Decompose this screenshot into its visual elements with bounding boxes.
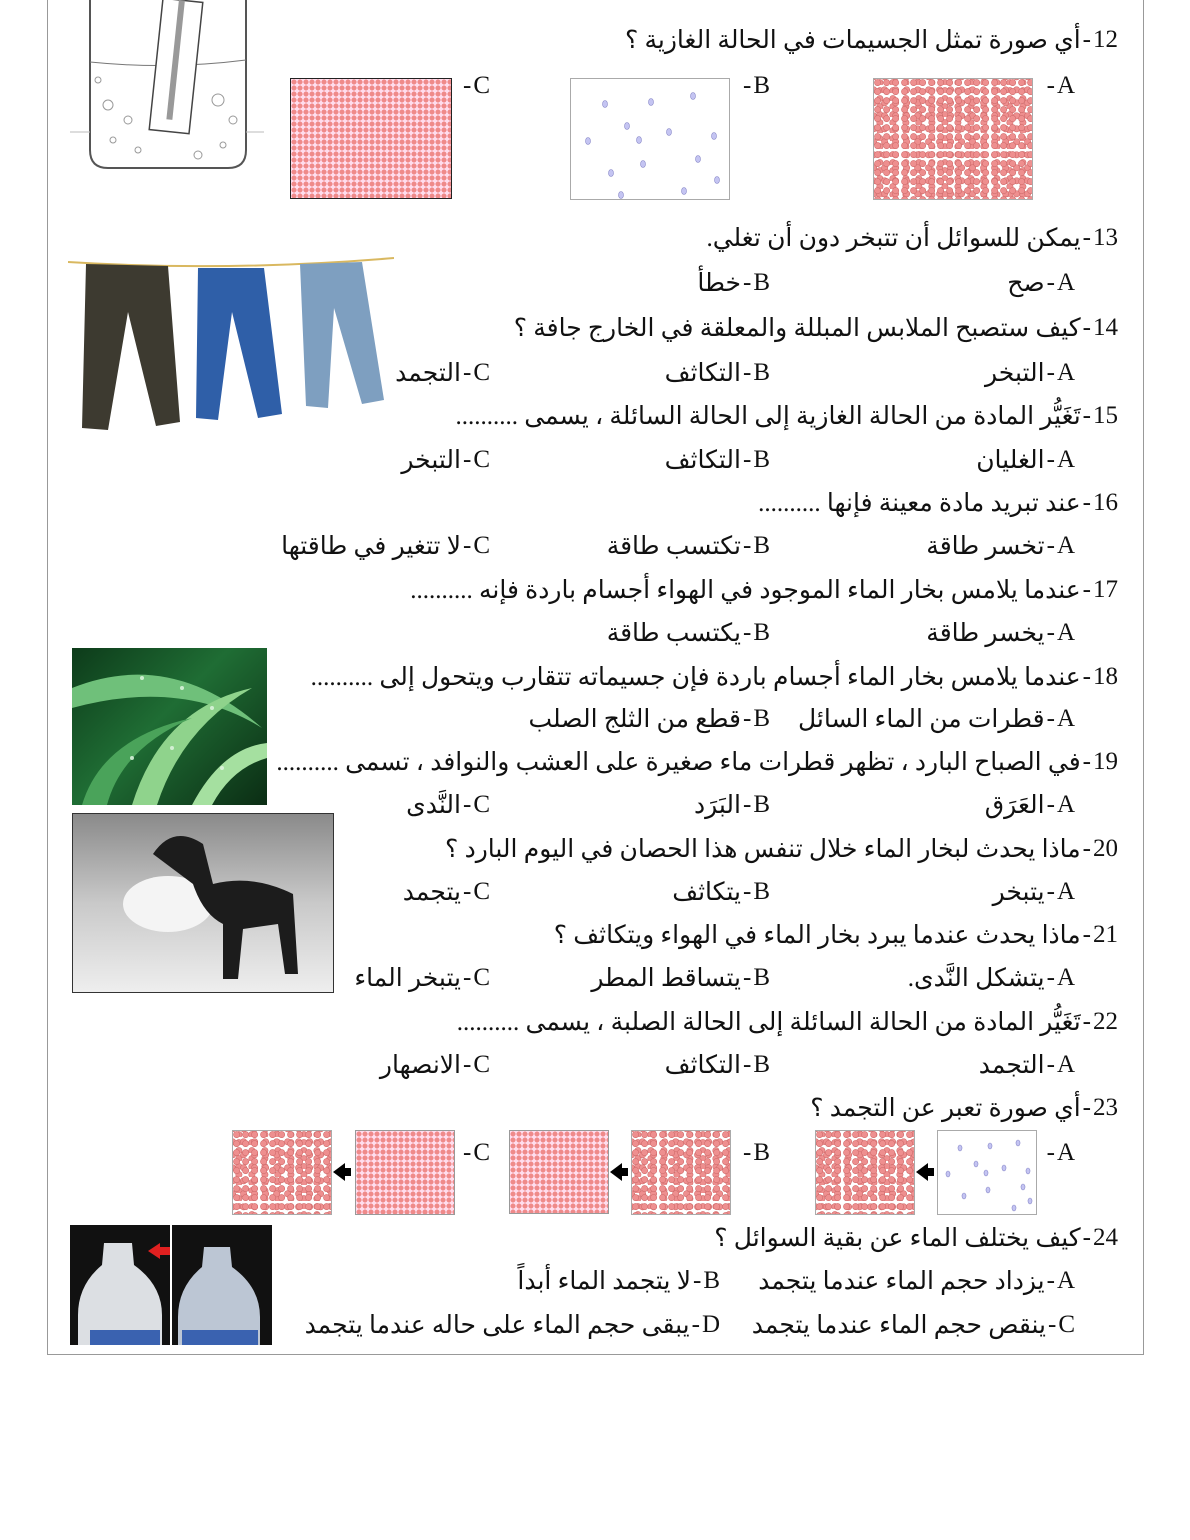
- dash: -: [742, 1139, 752, 1166]
- q23-option-b[interactable]: [741, 1137, 770, 1169]
- dash: -: [462, 1139, 472, 1166]
- option-letter: D: [701, 1311, 720, 1338]
- option-letter: A: [1056, 791, 1075, 818]
- option-text: تخسر طاقة: [926, 533, 1045, 560]
- dash: -: [1046, 1139, 1055, 1166]
- q14-option-a[interactable]: [985, 357, 1075, 389]
- question-13: [706, 222, 1118, 254]
- option-text: ينقص حجم الماء عندما يتجمد: [751, 1312, 1046, 1339]
- option-text: يتجمد: [402, 879, 461, 906]
- dash: -: [742, 446, 752, 473]
- option-text: يتبخر: [992, 879, 1045, 906]
- option-letter: B: [753, 1051, 770, 1078]
- option-text: صح: [1007, 270, 1045, 297]
- option-letter: A: [1056, 705, 1075, 732]
- option-letter: B: [753, 446, 770, 473]
- option-letter: B: [753, 72, 770, 99]
- question-number: 18: [1093, 663, 1118, 690]
- option-text: التجمد: [395, 360, 461, 387]
- dash: -: [1082, 576, 1091, 603]
- question-text: عند تبريد مادة معينة فإنها ..........: [758, 490, 1081, 517]
- dash: -: [1046, 619, 1055, 646]
- option-letter: B: [753, 791, 770, 818]
- dash: -: [742, 72, 752, 99]
- q24-option-d[interactable]: [305, 1309, 720, 1341]
- dash: -: [742, 705, 752, 732]
- question-15: [456, 400, 1118, 432]
- option-text: يزداد حجم الماء عندما يتجمد: [758, 1268, 1045, 1295]
- question-number: 22: [1093, 1008, 1118, 1035]
- question-text: تَغَيُّر المادة من الحالة السائلة إلى الحالة الصلبة ، يسمى ..........: [456, 1009, 1081, 1036]
- question-number: 16: [1093, 489, 1118, 516]
- dash: -: [1082, 489, 1091, 516]
- q18-option-a[interactable]: [798, 703, 1075, 735]
- q15-option-b[interactable]: [665, 444, 770, 476]
- option-letter: C: [473, 72, 490, 99]
- q14-option-c[interactable]: [395, 357, 490, 389]
- dash: -: [462, 791, 472, 818]
- q23-option-c-solid-particles[interactable]: [355, 1130, 455, 1215]
- question-17: [410, 574, 1118, 606]
- option-text: قطع من الثلج الصلب: [528, 706, 741, 733]
- dash: -: [1082, 748, 1091, 775]
- q24-option-a[interactable]: [758, 1265, 1075, 1297]
- option-letter: C: [473, 1139, 490, 1166]
- option-text: لا تتغير في طاقتها: [281, 533, 461, 560]
- option-text: التبخر: [985, 360, 1045, 387]
- arrow-left-icon: [333, 1163, 345, 1181]
- q12-option-b-gas-particles[interactable]: [570, 78, 730, 200]
- option-letter: A: [1056, 964, 1075, 991]
- dash: -: [742, 878, 752, 905]
- question-text: ماذا يحدث لبخار الماء خلال تنفس هذا الحصان في اليوم البارد ؟: [445, 836, 1081, 863]
- option-text: يبقى حجم الماء على حاله عندما يتجمد: [304, 1312, 690, 1339]
- dash: -: [1046, 532, 1055, 559]
- dash: -: [1046, 878, 1055, 905]
- question-21: [554, 919, 1118, 951]
- dash: -: [1047, 1311, 1057, 1338]
- dash: -: [742, 532, 752, 559]
- option-text: يتساقط المطر: [591, 965, 741, 992]
- q16-option-b[interactable]: [607, 530, 770, 562]
- option-letter: C: [473, 964, 490, 991]
- q23-option-b-liquid-particles[interactable]: [631, 1130, 731, 1215]
- option-letter: C: [473, 359, 490, 386]
- option-letter: C: [473, 446, 490, 473]
- q14-option-b[interactable]: [665, 357, 770, 389]
- q22-option-c[interactable]: [380, 1049, 490, 1081]
- option-text: التجمد: [978, 1052, 1045, 1079]
- dash: -: [1082, 26, 1091, 53]
- dash: -: [1082, 921, 1091, 948]
- option-text: الانصهار: [379, 1052, 461, 1079]
- question-number: 24: [1093, 1224, 1118, 1251]
- q23-option-a-gas-particles[interactable]: [937, 1130, 1037, 1215]
- arrow-left-icon: [610, 1163, 622, 1181]
- q19-option-c[interactable]: [406, 789, 490, 821]
- q12-option-c-solid-particles[interactable]: [290, 78, 452, 199]
- dew-grass-image: [72, 648, 267, 805]
- question-20: [445, 833, 1118, 865]
- q19-option-b[interactable]: [694, 789, 770, 821]
- q20-option-c[interactable]: [403, 876, 490, 908]
- option-text: تكتسب طاقة: [606, 533, 741, 560]
- question-18: [311, 661, 1118, 693]
- option-letter: C: [473, 1051, 490, 1078]
- dash: -: [462, 446, 472, 473]
- option-letter: A: [1056, 1139, 1075, 1166]
- q12-option-b[interactable]: [741, 70, 770, 102]
- q17-option-a[interactable]: [926, 617, 1075, 649]
- option-letter: A: [1056, 878, 1075, 905]
- question-14: [514, 312, 1118, 344]
- question-number: 15: [1093, 402, 1118, 429]
- q20-option-a[interactable]: [993, 876, 1075, 908]
- dash: -: [1046, 269, 1055, 296]
- water-bottles-image: [70, 1225, 272, 1345]
- dash: -: [692, 1267, 702, 1294]
- option-text: يكتسب طاقة: [606, 620, 741, 647]
- dash: -: [1046, 1051, 1055, 1078]
- dash: -: [1046, 705, 1055, 732]
- option-text: يتكاثف: [672, 879, 741, 906]
- horse-breath-image: [72, 813, 334, 993]
- dash: -: [691, 1311, 700, 1338]
- question-number: 23: [1093, 1094, 1118, 1121]
- q24-option-c[interactable]: [752, 1309, 1075, 1341]
- option-letter: A: [1056, 532, 1075, 559]
- q22-option-a[interactable]: [979, 1049, 1075, 1081]
- dash: -: [1082, 1008, 1091, 1035]
- option-letter: C: [473, 532, 490, 559]
- option-text: قطرات من الماء السائل: [797, 706, 1045, 733]
- option-letter: C: [473, 878, 490, 905]
- option-text: يخسر طاقة: [926, 620, 1045, 647]
- dash: -: [1046, 964, 1055, 991]
- dash: -: [1046, 359, 1055, 386]
- question-23: [810, 1092, 1118, 1124]
- dash: -: [1046, 72, 1055, 99]
- option-letter: A: [1056, 1051, 1075, 1078]
- dash: -: [1046, 791, 1055, 818]
- question-number: 17: [1093, 576, 1118, 603]
- question-24: [714, 1222, 1118, 1254]
- dash: -: [1046, 446, 1055, 473]
- dash: -: [462, 878, 472, 905]
- option-letter: A: [1056, 359, 1075, 386]
- dash: -: [1082, 835, 1091, 862]
- option-letter: C: [473, 791, 490, 818]
- question-text: تَغَيُّر المادة من الحالة الغازية إلى الحالة السائلة ، يسمى ..........: [455, 403, 1081, 430]
- question-text: في الصباح البارد ، تظهر قطرات ماء صغيرة على العشب والنوافد ، تسمى ..........: [276, 749, 1081, 776]
- q12-option-a-liquid-particles[interactable]: [873, 78, 1033, 200]
- q24-option-b[interactable]: [517, 1265, 720, 1297]
- question-number: 12: [1093, 26, 1118, 53]
- option-text: التكاثف: [664, 360, 741, 387]
- q21-option-b[interactable]: [591, 962, 770, 994]
- arrow-left-icon: [916, 1163, 928, 1181]
- q12-option-c[interactable]: [461, 70, 490, 102]
- gas-dots: [571, 79, 729, 199]
- option-text: التكاثف: [664, 1052, 741, 1079]
- dash: -: [742, 269, 752, 296]
- option-letter: A: [1056, 446, 1075, 473]
- option-text: التبخر: [401, 447, 461, 474]
- question-number: 19: [1093, 748, 1118, 775]
- dash: -: [742, 619, 752, 646]
- option-text: البَرَد: [693, 792, 741, 819]
- question-text: ماذا يحدث عندما يبرد بخار الماء في الهواء ويتكاثف ؟: [553, 922, 1081, 949]
- dash: -: [1082, 1224, 1091, 1251]
- question-number: 20: [1093, 835, 1118, 862]
- dash: -: [462, 532, 472, 559]
- option-text: خطأ: [697, 270, 741, 297]
- dash: -: [462, 964, 472, 991]
- option-text: الغليان: [976, 447, 1045, 474]
- option-text: النَّدى: [406, 792, 461, 819]
- question-number: 14: [1093, 314, 1118, 341]
- dash: -: [462, 359, 472, 386]
- question-text: يمكن للسوائل أن تتبخر دون أن تغلي.: [706, 225, 1081, 252]
- dash: -: [742, 1051, 752, 1078]
- option-text: يتبخر الماء: [354, 965, 461, 992]
- option-letter: A: [1056, 72, 1075, 99]
- question-19: [276, 746, 1118, 778]
- question-number: 13: [1093, 224, 1118, 251]
- dash: -: [742, 359, 752, 386]
- q18-option-b[interactable]: [528, 703, 770, 735]
- q22-option-b[interactable]: [665, 1049, 770, 1081]
- dash: -: [1082, 402, 1091, 429]
- dash: -: [1082, 314, 1091, 341]
- question-text: عندما يلامس بخار الماء الموجود في الهواء أجسام باردة فإنه ..........: [410, 577, 1081, 604]
- q19-option-a[interactable]: [985, 789, 1075, 821]
- option-letter: B: [753, 359, 770, 386]
- option-letter: B: [753, 532, 770, 559]
- q15-option-c[interactable]: [401, 444, 490, 476]
- q21-option-a[interactable]: [908, 962, 1075, 994]
- q23-option-c[interactable]: [461, 1137, 490, 1169]
- option-text: التكاثف: [664, 447, 741, 474]
- question-text: عندما يلامس بخار الماء أجسام باردة فإن جسيماته تتقارب ويتحول إلى ..........: [310, 664, 1081, 691]
- q12-option-a[interactable]: [1045, 70, 1075, 102]
- q16-option-a[interactable]: [926, 530, 1075, 562]
- option-letter: B: [703, 1267, 720, 1294]
- q20-option-b[interactable]: [672, 876, 770, 908]
- option-letter: C: [1058, 1311, 1075, 1338]
- q15-option-a[interactable]: [976, 444, 1075, 476]
- option-letter: B: [753, 964, 770, 991]
- question-text: أي صورة تعبر عن التجمد ؟: [810, 1095, 1081, 1122]
- q23-option-c-liquid-particles[interactable]: [232, 1130, 332, 1215]
- q16-option-c[interactable]: [281, 530, 490, 562]
- dash: -: [1082, 224, 1091, 251]
- dash: -: [1082, 663, 1091, 690]
- dash: -: [742, 791, 752, 818]
- question-12: [625, 24, 1118, 56]
- q21-option-c[interactable]: [354, 962, 490, 994]
- option-letter: B: [753, 1139, 770, 1166]
- beaker-thermometer-image: [68, 0, 264, 172]
- option-letter: B: [753, 269, 770, 296]
- option-letter: A: [1056, 1267, 1075, 1294]
- question-22: [457, 1006, 1118, 1038]
- q13-option-b[interactable]: [697, 267, 770, 299]
- question-16: [758, 487, 1118, 519]
- option-letter: A: [1056, 269, 1075, 296]
- option-letter: A: [1056, 619, 1075, 646]
- question-number: 21: [1093, 921, 1118, 948]
- q23-option-a-liquid-particles[interactable]: [815, 1130, 915, 1215]
- q23-option-b-solid-particles[interactable]: [509, 1130, 609, 1214]
- option-letter: B: [753, 878, 770, 905]
- dash: -: [462, 72, 472, 99]
- q13-option-a[interactable]: [1007, 267, 1075, 299]
- question-text: كيف يختلف الماء عن بقية السوائل ؟: [714, 1225, 1081, 1252]
- option-letter: B: [753, 619, 770, 646]
- option-text: يتشكل النَّدى.: [907, 965, 1045, 992]
- clothesline-jeans-image: [68, 252, 394, 438]
- dash: -: [462, 1051, 472, 1078]
- dash: -: [1046, 1267, 1055, 1294]
- dash: -: [742, 964, 752, 991]
- option-letter: B: [753, 705, 770, 732]
- q23-option-a[interactable]: [1045, 1137, 1075, 1169]
- option-text: العَرَق: [984, 792, 1045, 819]
- question-text: كيف ستصبح الملابس المبللة والمعلقة في الخارج جافة ؟: [513, 315, 1081, 342]
- dash: -: [1082, 1094, 1091, 1121]
- q17-option-b[interactable]: [607, 617, 770, 649]
- option-text: لا يتجمد الماء أبداً: [517, 1268, 691, 1295]
- question-text: أي صورة تمثل الجسيمات في الحالة الغازية ؟: [624, 27, 1081, 54]
